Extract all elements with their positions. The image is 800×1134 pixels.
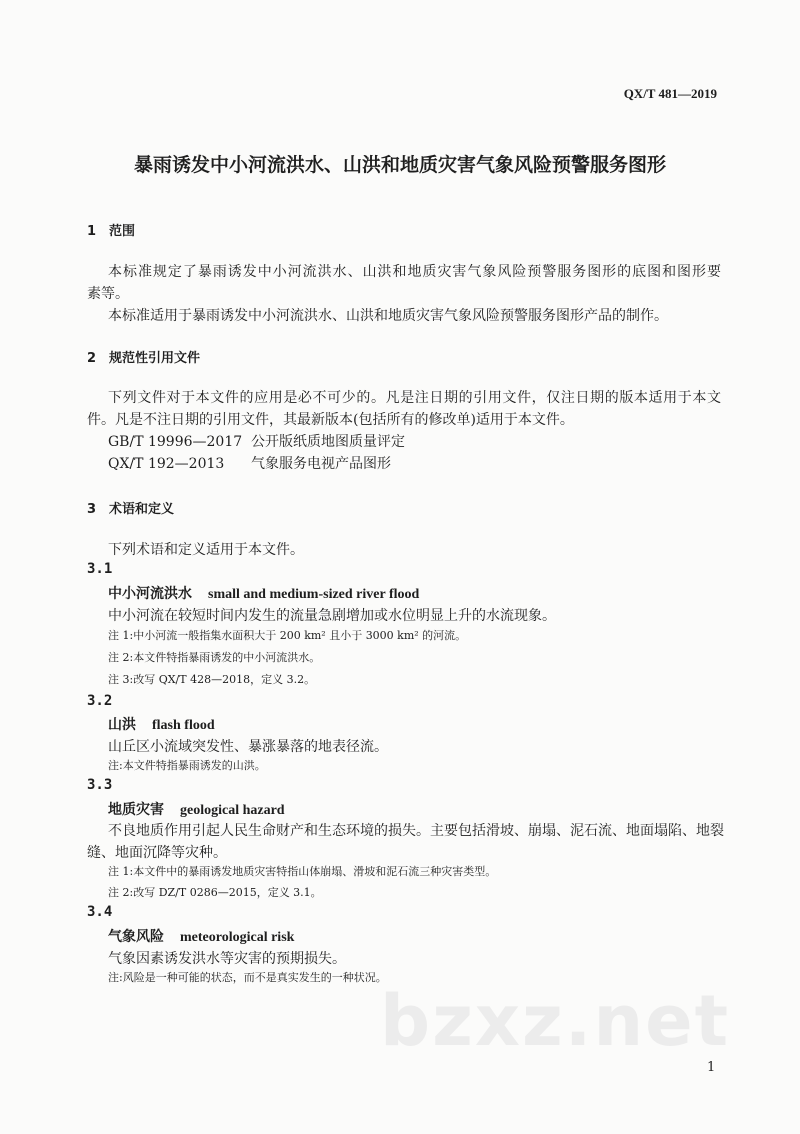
term-zh: 山洪 — [108, 717, 136, 733]
standard-number: QX/T 481—2019 — [623, 86, 717, 101]
term-definition-line: 缝、地面沉降等灾种。 — [87, 845, 227, 861]
term-en: small and medium-sized river flood — [208, 587, 420, 602]
term-heading — [108, 926, 294, 946]
watermark: bzxz.net — [380, 980, 731, 1062]
note: 注:风险是一种可能的状态，而不是真实发生的一种状况。 — [108, 971, 387, 984]
section-1-heading — [87, 220, 135, 239]
section-3-heading — [87, 498, 174, 517]
term-number: 3.4 — [87, 904, 113, 920]
term-heading — [108, 714, 215, 734]
note: 注:本文件特指暴雨诱发的山洪。 — [108, 759, 266, 772]
term-zh: 地质灾害 — [108, 802, 164, 818]
paragraph-line: 素等。 — [87, 286, 129, 302]
section-number: 3 — [87, 502, 97, 517]
note: 注 2:改写 DZ/T 0286—2015，定义 3.1。 — [108, 886, 322, 899]
reference-code: GB/T 19996—2017 — [108, 434, 243, 450]
term-number: 3.2 — [87, 693, 113, 709]
note: 注 2:本文件特指暴雨诱发的中小河流洪水。 — [108, 651, 321, 664]
section-number: 2 — [87, 351, 97, 366]
term-en: meteorological risk — [180, 930, 295, 945]
reference-code: QX/T 192—2013 — [108, 456, 225, 472]
note: 注 1:本文件中的暴雨诱发地质灾害特指山体崩塌、滑坡和泥石流三种灾害类型。 — [108, 865, 497, 878]
term-number: 3.1 — [87, 561, 113, 577]
paragraph: 下列术语和定义适用于本文件。 — [108, 542, 304, 558]
paragraph: 本标准适用于暴雨诱发中小河流洪水、山洪和地质灾害气象风险预警服务图形产品的制作。 — [108, 308, 668, 324]
term-zh: 中小河流洪水 — [108, 586, 192, 602]
term-en: geological hazard — [180, 803, 285, 818]
term-number: 3.3 — [87, 777, 113, 793]
section-title: 范围 — [109, 224, 136, 239]
paragraph-line: 本标准规定了暴雨诱发中小河流洪水、山洪和地质灾害气象风险预警服务图形的底图和图形要 — [108, 264, 721, 280]
paragraph-line: 下列文件对于本文件的应用是必不可少的。凡是注日期的引用文件，仅注日期的版本适用于本文 — [108, 390, 721, 406]
reference-title: 公开版纸质地图质量评定 — [251, 434, 405, 450]
reference-item — [108, 453, 391, 473]
term-zh: 气象风险 — [108, 929, 164, 945]
paragraph-line: 件。凡是不注日期的引用文件，其最新版本(包括所有的修改单)适用于本文件。 — [87, 412, 574, 428]
reference-title: 气象服务电视产品图形 — [251, 456, 391, 472]
term-definition: 山丘区小流域突发性、暴涨暴落的地表径流。 — [108, 739, 388, 755]
page-number: 1 — [707, 1060, 716, 1075]
section-title: 规范性引用文件 — [109, 351, 201, 366]
section-2-heading — [87, 347, 200, 366]
section-number: 1 — [87, 224, 97, 239]
document-title: 暴雨诱发中小河流洪水、山洪和地质灾害气象风险预警服务图形 — [133, 154, 666, 176]
term-definition-line: 不良地质作用引起人民生命财产和生态环境的损失。主要包括滑坡、崩塌、泥石流、地面塌陷、地裂 — [108, 823, 724, 839]
term-heading — [108, 583, 419, 603]
term-heading — [108, 799, 285, 819]
note: 注 1:中小河流一般指集水面积大于 200 km² 且小于 3000 km² 的河流。 — [108, 629, 467, 642]
note: 注 3:改写 QX/T 428—2018，定义 3.2。 — [108, 673, 316, 686]
term-definition: 气象因素诱发洪水等灾害的预期损失。 — [108, 951, 346, 967]
term-en: flash flood — [152, 718, 215, 733]
section-title: 术语和定义 — [109, 502, 175, 517]
term-definition: 中小河流在较短时间内发生的流量急剧增加或水位明显上升的水流现象。 — [108, 608, 556, 624]
reference-item — [108, 431, 405, 451]
